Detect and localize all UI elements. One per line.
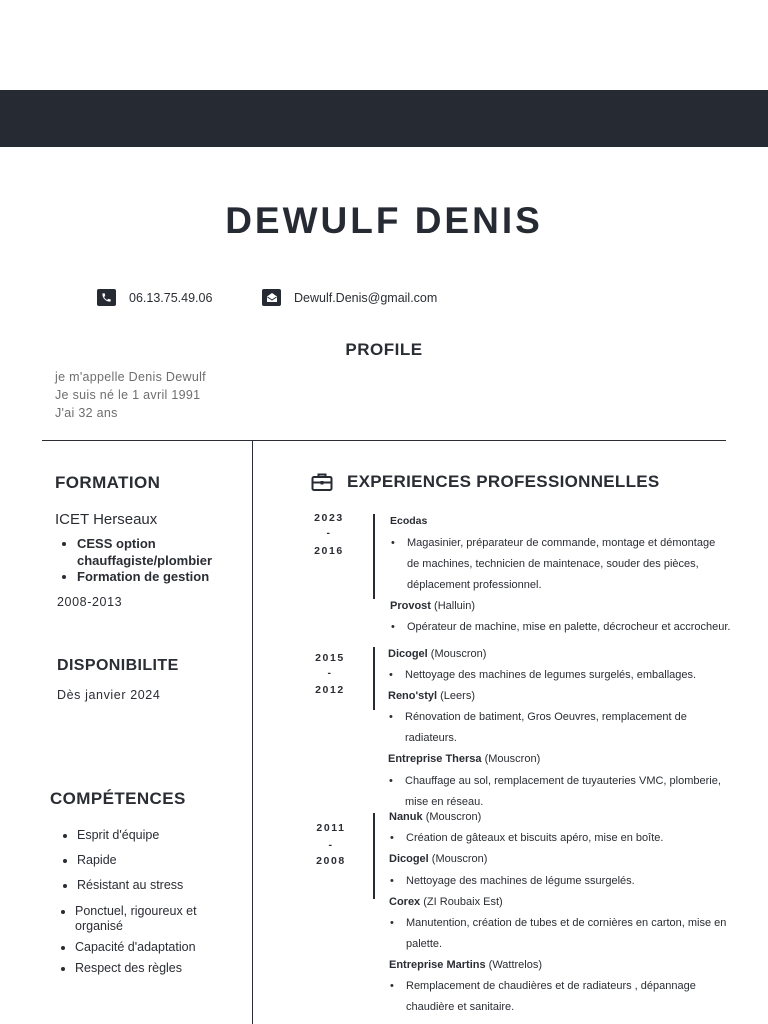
company-entry [388, 753, 540, 765]
profile-line: je m'appelle Denis Dewulf [55, 370, 206, 384]
company-location: (Mouscron) [484, 753, 541, 765]
task-line: mise en réseau. [405, 796, 484, 808]
mail-icon [262, 289, 281, 306]
profile-line: J'ai 32 ans [55, 406, 118, 420]
task-bullet: • Nettoyage des machines de legumes surgelés, emballages. [405, 665, 696, 686]
period-start-year: 2015 [315, 652, 345, 664]
skill-item: • Résistant au stress [77, 878, 183, 892]
task-bullet: • Opérateur de machine, mise en palette, décrocheur et accrocheur. [407, 617, 730, 638]
company-entry [390, 515, 427, 527]
school-name: ICET Herseaux [55, 511, 158, 528]
task-bullet: • Nettoyage des machines de légume ssurgelés. [406, 871, 635, 892]
company-location: (Mouscron) [425, 811, 482, 823]
skill-item: • Capacité d'adaptation [75, 940, 196, 954]
formation-heading: FORMATION [55, 473, 161, 492]
horizontal-divider [42, 440, 726, 441]
timeline-line [373, 647, 375, 710]
task-bullet: • Manutention, création de tubes et de cornières en carton, mise en [406, 913, 726, 934]
formation-item: • Formation de gestion [77, 569, 257, 586]
company-location: (ZI Roubaix Est) [423, 896, 503, 908]
period-dash: - [326, 527, 332, 539]
email-address: Dewulf.Denis@gmail.com [294, 290, 438, 305]
task-line: de machines, technicien de maintenace, souder des pièces, [407, 558, 699, 570]
task-bullet: • Rénovation de batiment, Gros Oeuvres, remplacement de [405, 707, 687, 728]
company-name: Reno'styl [388, 690, 438, 702]
company-location: (Mouscron) [430, 648, 487, 660]
vertical-divider [252, 440, 253, 1024]
company-entry [389, 896, 503, 908]
profile-heading: PROFILE [345, 340, 423, 359]
company-location: (Mouscron) [431, 853, 488, 865]
company-entry [389, 811, 481, 823]
company-name: Ecodas [390, 515, 428, 527]
disponibilite-heading: DISPONIBILITE [57, 657, 179, 674]
period-dash: - [328, 839, 334, 851]
task-bullet: • Création de gâteaux et biscuits apéro, mise en boîte. [406, 828, 663, 849]
period-start-year: 2023 [314, 512, 344, 524]
task-bullet: • Remplacement de chaudières et de radiateurs , dépannage [406, 976, 696, 997]
period-dash: - [327, 667, 333, 679]
company-entry [388, 648, 486, 660]
company-entry [390, 600, 475, 612]
experiences-heading: EXPERIENCES PROFESSIONNELLES [347, 472, 660, 491]
skill-item: • Rapide [77, 853, 117, 867]
skill-item: • Ponctuel, rigoureux et organisé [75, 904, 215, 934]
company-name: Provost [390, 600, 431, 612]
timeline-line [373, 514, 375, 599]
company-entry [389, 959, 542, 971]
task-line: chaudière et sanitaire. [406, 1001, 515, 1013]
task-bullet: • Magasinier, préparateur de commande, montage et démontage [407, 533, 715, 554]
candidate-name: DEWULF DENIS [225, 200, 543, 241]
company-name: Nanuk [389, 811, 423, 823]
formation-item: • CESS option chauffagiste/plombier [77, 536, 257, 569]
period-end-year: 2016 [314, 545, 344, 557]
phone-icon [97, 289, 116, 306]
period-start-year: 2011 [316, 822, 346, 834]
company-name: Dicogel [388, 648, 428, 660]
company-name: Entreprise Martins [389, 959, 486, 971]
task-line: palette. [406, 938, 443, 950]
timeline-line [373, 813, 375, 899]
briefcase-icon [311, 472, 333, 492]
task-line: déplacement professionnel. [407, 579, 542, 591]
period-end-year: 2008 [316, 855, 346, 867]
company-location: (Leers) [440, 690, 475, 702]
profile-text [55, 368, 206, 422]
company-name: Dicogel [389, 853, 429, 865]
task-bullet: • Chauffage au sol, remplacement de tuyauteries VMC, plomberie, [405, 771, 721, 792]
formation-years: 2008-2013 [57, 595, 123, 609]
company-name: Corex [389, 896, 421, 908]
phone-contact [97, 289, 212, 306]
profile-line: Je suis né le 1 avril 1991 [55, 388, 201, 402]
skill-item: • Esprit d'équipe [77, 828, 159, 842]
company-location: (Halluin) [434, 600, 475, 612]
company-entry [388, 690, 475, 702]
company-location: (Wattrelos) [488, 959, 543, 971]
task-line: radiateurs. [405, 732, 457, 744]
competences-heading: COMPÉTENCES [50, 789, 186, 808]
email-contact [262, 289, 437, 306]
disponibilite-text: Dès janvier 2024 [57, 688, 161, 702]
skill-item: • Respect des règles [75, 961, 182, 975]
phone-number: 06.13.75.49.06 [129, 290, 213, 305]
header-band [0, 90, 768, 147]
company-entry [389, 853, 487, 865]
period-end-year: 2012 [315, 684, 345, 696]
formation-list [57, 536, 257, 586]
company-name: Entreprise Thersa [388, 753, 482, 765]
